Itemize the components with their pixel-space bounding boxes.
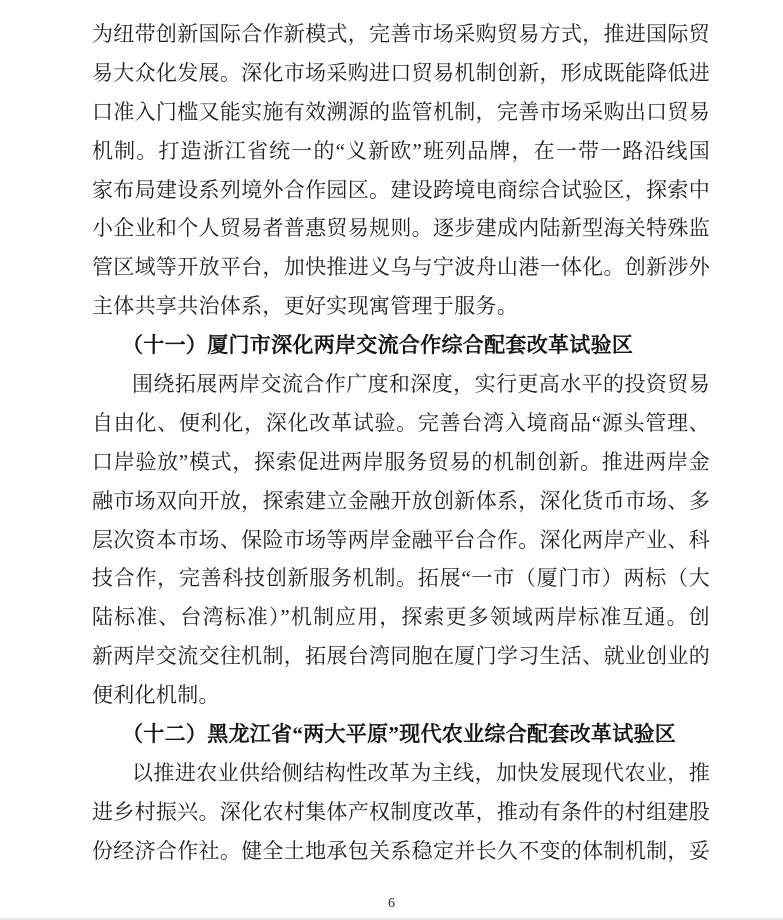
document-text-body bbox=[92, 15, 710, 871]
section-heading: （十一）厦门市深化两岸交流合作综合配套改革试验区 bbox=[122, 333, 634, 358]
text-line: 管区域等开放平台，加快推进义乌与宁波舟山港一体化。创新涉外 bbox=[92, 255, 710, 280]
text-line: 陆标准、台湾标准）”机制应用，探索更多领域两岸标准互通。创 bbox=[92, 605, 710, 630]
text-line: 以推进农业供给侧结构性改革为主线，加快发展现代农业，推 bbox=[132, 760, 710, 785]
text-line: 技合作，完善科技创新服务机制。拓展“一市（厦门市）两标（大 bbox=[92, 566, 710, 591]
text-line: 自由化、便利化，深化改革试验。完善台湾入境商品“源头管理、 bbox=[92, 410, 710, 435]
text-line: 便利化机制。 bbox=[92, 683, 220, 708]
page-number: 6 bbox=[388, 896, 395, 911]
text-line: 新两岸交流交往机制，拓展台湾同胞在厦门学习生活、就业创业的 bbox=[92, 644, 710, 669]
text-line: 机制。打造浙江省统一的“义新欧”班列品牌，在一带一路沿线国 bbox=[92, 138, 710, 163]
text-line: 进乡村振兴。深化农村集体产权制度改革，推动有条件的村组建股 bbox=[92, 799, 710, 824]
text-line: 口岸验放”模式，探索促进两岸服务贸易的机制创新。推进两岸金 bbox=[92, 449, 710, 474]
text-line: 易大众化发展。深化市场采购进口贸易机制创新，形成既能降低进 bbox=[92, 60, 710, 85]
text-line: 份经济合作社。健全土地承包关系稳定并长久不变的体制机制，妥 bbox=[92, 838, 710, 863]
text-line: 融市场双向开放，探索建立金融开放创新体系，深化货币市场、多 bbox=[92, 488, 710, 513]
text-line: 层次资本市场、保险市场等两岸金融平台合作。深化两岸产业、科 bbox=[92, 527, 710, 552]
text-line: 小企业和个人贸易者普惠贸易规则。逐步建成内陆新型海关特殊监 bbox=[92, 216, 710, 241]
text-line: 围绕拓展两岸交流合作广度和深度，实行更高水平的投资贸易 bbox=[132, 372, 710, 397]
section-heading: （十二）黑龙江省“两大平原”现代农业综合配套改革试验区 bbox=[122, 722, 677, 747]
text-line: 口准入门槛又能实施有效溯源的监管机制，完善市场采购出口贸易 bbox=[92, 99, 710, 124]
text-line: 主体共享共治体系，更好实现寓管理于服务。 bbox=[92, 294, 518, 319]
text-line: 为纽带创新国际合作新模式，完善市场采购贸易方式，推进国际贸 bbox=[92, 22, 710, 46]
text-line: 家布局建设系列境外合作园区。建设跨境电商综合试验区，探索中 bbox=[92, 177, 710, 202]
